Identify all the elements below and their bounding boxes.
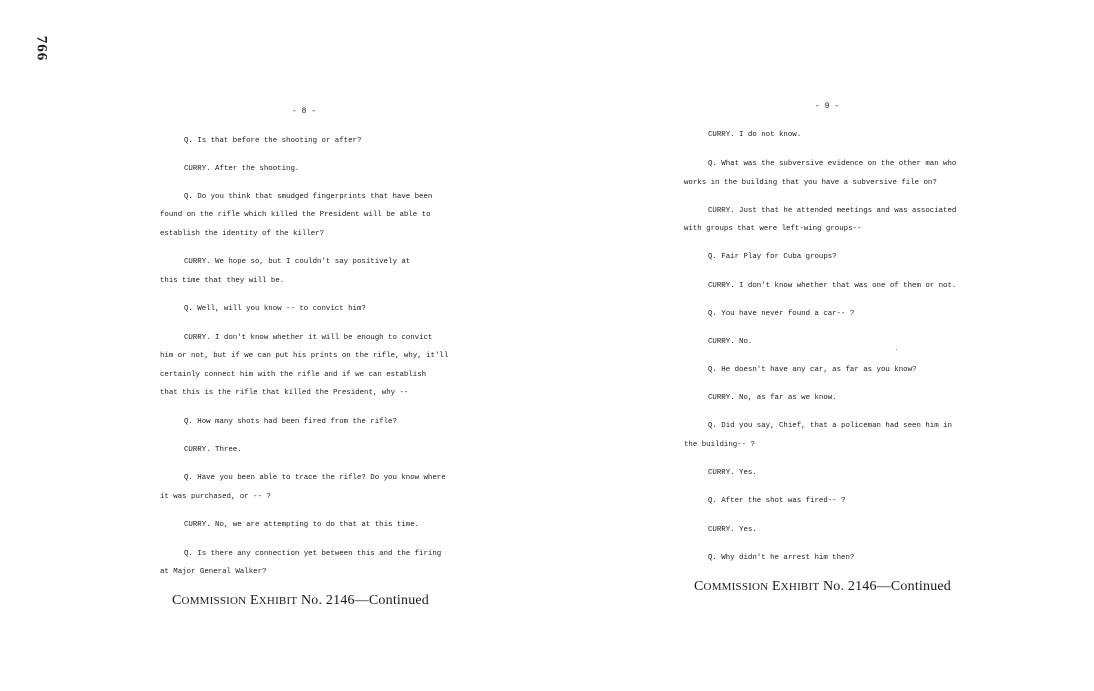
left-folio: - 8 - — [292, 107, 317, 116]
caption-word: OMMISSION — [181, 595, 247, 607]
transcript-line: CURRY. No, as far as we know. — [708, 394, 837, 402]
transcript-line: CURRY. Just that he attended meetings and was associated — [708, 207, 957, 215]
transcript-line: CURRY. I don't know whether it will be enough to convict — [184, 334, 433, 342]
transcript-line: CURRY. Three. — [184, 446, 242, 454]
transcript-line: Q. After the shot was fired-- ? — [708, 497, 846, 505]
transcript-line: it was purchased, or -- ? — [160, 493, 271, 501]
transcript-line: that this is the rifle that killed the President, why -- — [160, 389, 409, 397]
transcript-line: him or not, but if we can put his prints on the rifle, why, it'll — [160, 352, 449, 360]
scan-speck — [896, 349, 897, 350]
transcript-line: this time that they will be. — [160, 277, 285, 285]
caption-initial: C — [172, 593, 182, 608]
transcript-line: CURRY. After the shooting. — [184, 165, 300, 173]
caption-initial: C — [694, 579, 704, 594]
transcript-line: found on the rifle which killed the President will be able to — [160, 211, 431, 219]
transcript-line: CURRY. I don't know whether that was one of them or not. — [708, 282, 957, 290]
transcript-line: Q. Is that before the shooting or after? — [184, 137, 362, 145]
transcript-line: Q. You have never found a car-- ? — [708, 310, 855, 318]
transcript-line: CURRY. Yes. — [708, 526, 757, 534]
caption-initial: E — [772, 579, 781, 594]
transcript-line: Q. Is there any connection yet between this and the firing — [184, 550, 442, 558]
transcript-line: Q. Fair Play for Cuba groups? — [708, 253, 837, 261]
transcript-line: Q. How many shots had been fired from the rifle? — [184, 418, 397, 426]
transcript-line: CURRY. I do not know. — [708, 131, 802, 139]
transcript-line: works in the building that you have a subversive file on? — [684, 179, 937, 187]
transcript-line: Q. Do you think that smudged fingerprints that have been — [184, 193, 433, 201]
caption-suffix: No. 2146—Continued — [822, 579, 952, 594]
right-exhibit-caption — [694, 579, 951, 595]
caption-word: XHIBIT — [258, 595, 298, 607]
transcript-line: with groups that were left-wing groups-- — [684, 225, 862, 233]
transcript-line: CURRY. No. — [708, 338, 753, 346]
right-folio: - 9 - — [815, 102, 840, 111]
transcript-line: at Major General Walker? — [160, 568, 267, 576]
left-exhibit-caption — [172, 593, 429, 609]
transcript-line: CURRY. Yes. — [708, 469, 757, 477]
transcript-line: the building-- ? — [684, 441, 755, 449]
transcript-line: CURRY. No, we are attempting to do that at this time. — [184, 521, 420, 529]
transcript-line: certainly connect him with the rifle and if we can establish — [160, 371, 427, 379]
caption-suffix: No. 2146—Continued — [300, 593, 430, 608]
transcript-line: Q. Have you been able to trace the rifle? Do you know where — [184, 474, 446, 482]
caption-word: OMMISSION — [703, 581, 769, 593]
transcript-line: Q. Did you say, Chief, that a policeman had seen him in — [708, 422, 952, 430]
transcript-line: Q. He doesn't have any car, as far as you know? — [708, 366, 917, 374]
margin-page-number: 766 — [33, 35, 50, 62]
transcript-line: CURRY. We hope so, but I couldn't say positively at — [184, 258, 411, 266]
transcript-line: Q. Well, will you know -- to convict him? — [184, 305, 366, 313]
caption-word: XHIBIT — [780, 581, 820, 593]
transcript-line: Q. Why didn't he arrest him then? — [708, 554, 855, 562]
caption-initial: E — [250, 593, 259, 608]
transcript-line: Q. What was the subversive evidence on the other man who — [708, 160, 957, 168]
transcript-line: establish the identity of the killer? — [160, 230, 325, 238]
